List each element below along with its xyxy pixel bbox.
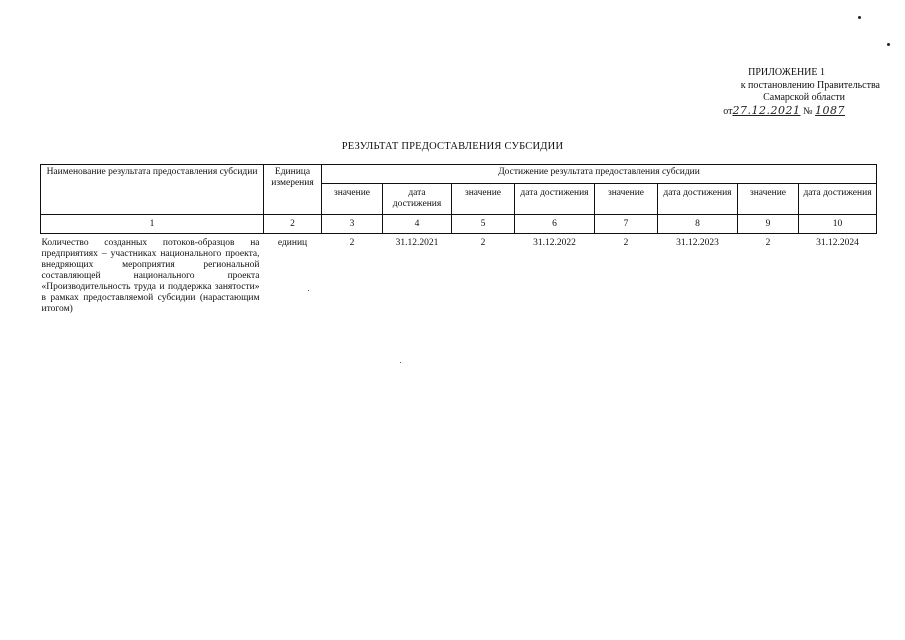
sub-header: значение <box>322 184 383 215</box>
col-name-header: Наименование результата предоставления субсидии <box>41 165 264 215</box>
subsidy-result-table <box>40 164 877 317</box>
column-number-row <box>41 215 877 234</box>
column-number: 9 <box>738 215 799 234</box>
table-row <box>41 234 877 318</box>
column-number: 6 <box>515 215 595 234</box>
scan-speck <box>887 43 890 46</box>
column-number: 5 <box>452 215 515 234</box>
scan-speck <box>858 16 861 19</box>
column-number: 10 <box>799 215 877 234</box>
column-number: 1 <box>41 215 264 234</box>
date-cell: 31.12.2024 <box>816 238 859 248</box>
result-name: Количество созданных потоков-образцов на предприятиях – участниках национального проекта, внедряющих мероприятия региональной составляющей национального проекта «Производительность труда и поддержка занятости» в рамках предоставляемой субсидии (нарастающим итогом) <box>41 238 260 314</box>
scan-speck <box>400 362 401 363</box>
number-prefix: № <box>802 105 813 117</box>
value-cell: 2 <box>349 238 355 248</box>
region-name: Самарской области <box>763 92 845 103</box>
column-number: 7 <box>595 215 658 234</box>
column-number: 3 <box>322 215 383 234</box>
sub-header: значение <box>452 184 515 215</box>
decree-reference: к постановлению Правительства <box>740 79 880 91</box>
value-cell: 2 <box>765 238 771 248</box>
value-cell: 2 <box>480 238 486 248</box>
sub-header: дата достижения <box>383 184 452 215</box>
achievement-header: Достижение результата предоставления субсидии <box>322 165 877 184</box>
decree-date: 27.12.2021 <box>732 103 801 117</box>
date-cell: 31.12.2022 <box>533 238 576 248</box>
column-number: 2 <box>264 215 322 234</box>
date-prefix: от <box>723 105 733 117</box>
column-number: 4 <box>383 215 452 234</box>
date-cell: 31.12.2023 <box>676 238 719 248</box>
document-title: РЕЗУЛЬТАТ ПРЕДОСТАВЛЕНИЯ СУБСИДИИ <box>341 141 564 152</box>
sub-header: значение <box>595 184 658 215</box>
col-unit-header: Единица измерения <box>264 165 322 215</box>
sub-header: дата достижения <box>658 184 738 215</box>
decree-number: 1087 <box>815 103 845 117</box>
sub-header: дата достижения <box>515 184 595 215</box>
approval-header <box>640 67 880 118</box>
sub-header: дата достижения <box>799 184 877 215</box>
date-cell: 31.12.2021 <box>395 238 439 248</box>
value-cell: 2 <box>623 238 629 248</box>
column-number: 8 <box>658 215 738 234</box>
appendix-label: ПРИЛОЖЕНИЕ 1 <box>748 67 825 78</box>
table-header-row <box>41 165 877 184</box>
result-unit: единиц <box>277 238 308 248</box>
sub-header: значение <box>738 184 799 215</box>
decree-date-line <box>640 105 880 119</box>
